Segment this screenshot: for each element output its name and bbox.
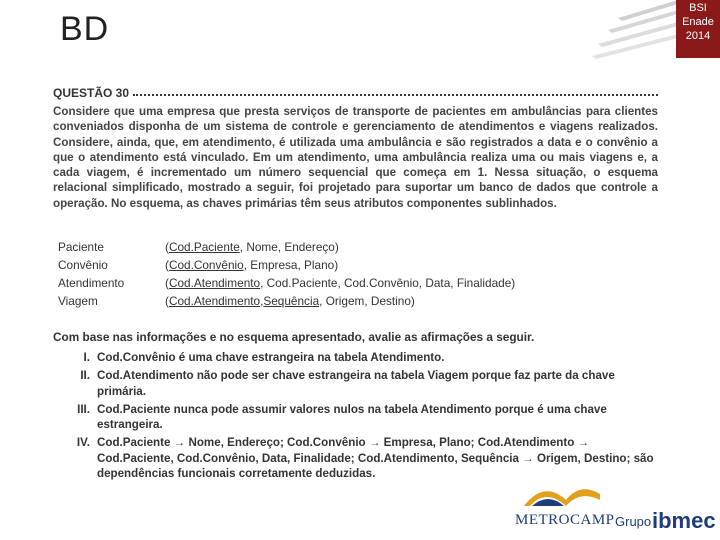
logo-text-metrocamp: METROCAMP — [515, 512, 615, 528]
schema-open: ( — [165, 294, 169, 308]
statement-item — [65, 368, 658, 399]
primary-key: Cod.Atendimento — [168, 294, 261, 308]
corner-stripes-decoration — [588, 0, 678, 60]
dotted-rule — [133, 94, 658, 96]
statement-number: II. — [80, 369, 90, 383]
schema-attributes: , Cod.Paciente, Cod.Convênio, Data, Finalidade) — [260, 276, 516, 290]
schema-entity: Paciente — [58, 240, 104, 254]
relational-schema — [58, 240, 658, 312]
logo-text-grupo: Grupo — [615, 514, 652, 529]
metrocamp-logo-mark — [522, 474, 602, 508]
schema-entity: Atendimento — [58, 276, 125, 290]
schema-open: ( — [165, 240, 169, 254]
statement-text: Cod.Paciente nunca pode assumir valores nulos na tabela Atendimento porque é uma chave estrangeira. — [97, 402, 607, 432]
schema-attributes: , Origem, Destino) — [319, 294, 415, 308]
badge-line-year: 2014 — [685, 30, 711, 42]
statement-number: III. — [77, 402, 90, 416]
statement-text: Cod.Atendimento não pode ser chave estrangeira na tabela Viagem porque faz parte da chave primária. — [97, 369, 615, 398]
statement-number: IV. — [76, 436, 90, 450]
statements-list — [65, 350, 658, 484]
statement-text: Cod.Paciente → Nome, Endereço; Cod.Convênio → Empresa, Plano; Cod.Atendimento → Cod.Paciente, Cod.Convênio, Data, Finalidade; Cod.Atendimento, Sequência → Origem, Destino; são dependências funcionais corretamente deduzidas. — [97, 436, 654, 481]
logo-text-ibmec: ibmec — [652, 508, 716, 533]
question-intro: Considere que uma empresa que presta serviços de transporte de pacientes em ambulâncias para clientes conveniados disponha de um sistema de controle e gerenciamento de atendimentos e viagens realizados. Considere, ainda, que, em atendimento, é utilizada uma ambulância e são registrados a data e o convênio a que o atendimento está vinculado. Em um atendimento, uma ambulância realiza uma ou mais viagens e, a cada viagem, é incrementado um número sequencial que começa em 1. Nessa situação, o esquema relacional simplificado, mostrado a seguir, foi projetado para suportar um banco de dados que controle a operação. No esquema, as chaves primárias têm seus atributos componentes sublinhados. — [53, 105, 658, 210]
enade-badge — [676, 0, 720, 58]
schema-open: ( — [165, 276, 169, 290]
schema-entity: Convênio — [58, 258, 108, 272]
schema-attributes: , Empresa, Plano) — [243, 258, 339, 272]
schema-open: ( — [165, 258, 169, 272]
schema-row-atendimento — [58, 276, 658, 294]
schema-attributes: , Nome, Endereço) — [239, 240, 339, 254]
schema-entity: Viagem — [58, 294, 98, 308]
question-label: QUESTÃO 30 — [53, 86, 130, 100]
badge-line-exam: Enade — [682, 16, 714, 28]
statement-item — [65, 402, 658, 433]
schema-row-convenio — [58, 258, 658, 276]
primary-key: Cod.Atendimento — [168, 276, 261, 290]
schema-row-paciente — [58, 240, 658, 258]
statement-item — [65, 350, 658, 365]
slide-title: BD — [60, 10, 110, 48]
primary-key: Cod.Convênio — [168, 258, 244, 272]
primary-key: Cod.Paciente — [168, 240, 240, 254]
question-header — [53, 86, 658, 102]
badge-line-course: BSI — [689, 2, 707, 14]
schema-row-viagem — [58, 294, 658, 312]
question-prompt: Com base nas informações e no esquema apresentado, avalie as afirmações a seguir. — [53, 330, 535, 344]
statement-number: I. — [83, 351, 90, 364]
statement-text: Cod.Convênio é uma chave estrangeira na tabela Atendimento. — [97, 351, 445, 364]
schema-separator: , — [260, 294, 264, 308]
primary-key: Sequência — [263, 294, 320, 308]
metrocamp-ibmec-logo — [512, 474, 716, 534]
